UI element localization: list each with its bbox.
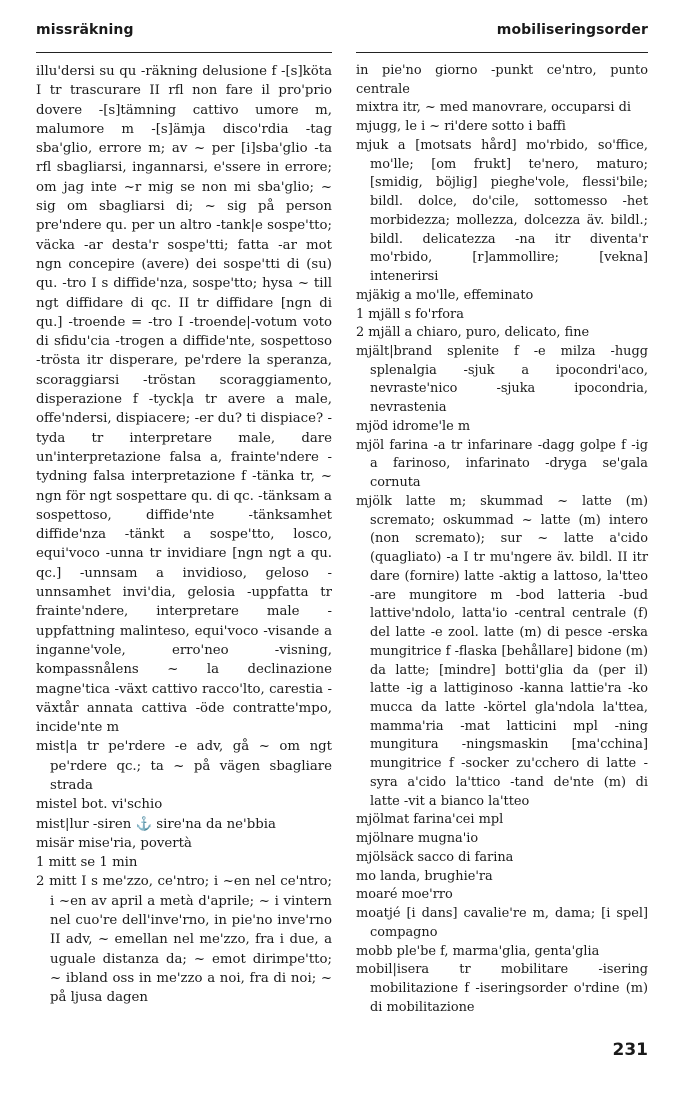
entry-mjolmat: mjölmat farina'cei mpl <box>356 812 504 828</box>
entry-mjall-1: 1 mjäll s fo'rfora <box>356 306 464 322</box>
entry-mjol: mjöl farina -a tr infarinare -dagg golpe f -ig a farinoso, infarinato -dryga se'gala cornuta <box>356 437 648 491</box>
entry-mjolnare: mjölnare mugna'io <box>356 831 479 847</box>
entry-mjolk: mjölk latte m; skummad ~ latte (m) scremato; oskummad ~ latte (m) intero (non scremato); sur ~ latte a'cido (quagliato) -a I tr mu'ngere äv. bildl. II itr dare (fornire) latte -aktig a lattoso, la'tteo -are mungitore m -bod latteria -bud lattive'ndolo, latta'io -central centrale (f) del latte -e zool. latte (m) di pesce -erska mungitrice f -flaska [behållare] bidone (m) da latte; [mindre] botti'glia da (per il) latte -ig a lattiginoso -kanna lattie'ra -ko mucca da latte -körtel gla'ndola la'ttea, mamma'ria -mat latticini mpl -ning mungitura -ningsmaskin [ma'cchina] mungitrice f -socker zu'cchero di latte -syra a'cido la'ttico -tand de'nte (m) di latte -vit a bianco la'tteo <box>356 493 648 809</box>
entry-mjugg: mjugg, le i ~ ri'dere sotto i baffi <box>356 119 566 135</box>
entry-mobb: mobb ple'be f, marma'glia, genta'glia <box>356 943 600 959</box>
entry-mjall-2: 2 mjäll a chiaro, puro, delicato, fine <box>356 325 590 341</box>
entry-mista: mist|a tr pe'rdere -e adv, gå ~ om ngt pe'rdere qc.; ta ~ på vägen sbagliare strada <box>36 739 332 793</box>
page-header <box>36 22 648 44</box>
left-guideword: missräkning <box>36 22 134 38</box>
entry-mo: mo landa, brughie'ra <box>356 868 493 884</box>
entry-mjakig: mjäkig a mo'lle, effeminato <box>356 287 534 303</box>
right-column <box>356 62 648 1017</box>
entry-mitt-2: 2 mitt I s me'zzo, ce'ntro; i ~en nel ce'ntro; i ~en av april a metà d'aprile; ~ i vintern nel cuo're dell'inve'rno, in pie'no inve'rno II adv, ~ emellan nel me'zzo, fra i due, a uguale distanza da; ~ emot dirimpe'tto; ~ ibland oss in me'zzo a noi, fra di noi; ~ på ljusa dagen <box>36 874 332 1006</box>
entry-mixtra: mixtra itr, ~ med manovrare, occuparsi di <box>356 100 631 116</box>
entry-moare: moaré moe'rro <box>356 887 453 903</box>
header-rule-right <box>356 52 648 53</box>
entry-mjolsack: mjölsäck sacco di farina <box>356 849 514 865</box>
entry-mjod: mjöd idrome'le m <box>356 418 471 434</box>
entry-mjuk: mjuk a [motsats hård] mo'rbido, so'ffice, mo'lle; [om frukt] te'nero, maturo; [smidig, böjlig] pieghe'vole, flessi'bile; bildl. dolce, do'cile, sottomesso -het morbidezza; mollezza, dolcezza äv. bildl.; bildl. delicatezza -na itr diventa'r mo'rbido, [r]ammollire; [vekna] intenerirsi <box>356 137 648 285</box>
entry-mitt-1: 1 mitt se 1 min <box>36 855 138 871</box>
left-column <box>36 62 332 1008</box>
right-guideword: mobiliseringsorder <box>496 22 648 38</box>
entry-continuation: in pie'no giorno -punkt ce'ntro, punto centrale <box>356 63 648 97</box>
page-number: 231 <box>612 1040 648 1060</box>
entry-continuation: illu'dersi su qu -räkning delusione f -[s]köta I tr trascurare II rfl non fare il pro'prio dovere -[s]tämning cattivo umore m, malumore m -[s]ämja disco'rdia -tag sba'glio, errore m; av ~ per [i]sba'glio -ta rfl sbagliarsi, ingannarsi, e'ssere in errore; om jag inte ~r mig se non mi sba'glio; ~ sig om sbagliarsi di; ~ sig på person pre'ndere qu. per un altro -tank|e sospe'tto; väcka -ar desta'r sospe'tti; fatta -ar mot ngn concepire (avere) dei sospe'tti di (su) qu. -tro I s diffide'nza, sospe'tto; hysa ~ till ngt diffidare di qc. II tr diffidare [ngn di qu.] -troende = -tro I -troende|-votum voto di sfidu'cia -trogen a diffide'nte, sospettoso -trösta itr disperare, pe'rdere la speranza, scoraggiarsi -tröstan scoraggiamento, disperazione f -tyck|a tr avere a male, offe'ndersi, dispiacere; -er du? ti dispiace? -tyda tr interpretare male, dare un'interpretazione falsa a, frainte'ndere -tydning falsa interpretazione f -tänka tr, ~ ngn för ngt sospettare qu. di qc. -tänksam a sospettoso, diffide'nte -tänksamhet diffide'nza -tänkt a sospe'tto, losco, equi'voco -unna tr invidiare [ngn ngt a qu. qc.] -unnsam a invidioso, geloso -unnsamhet invi'dia, gelosia -uppfatta tr frainte'ndere, interpretare male -uppfattning malinteso, equi'voco -visande a inganne'vole, erro'neo -visning, kompassnålens ~ la declinazione magne'tica -växt cattivo racco'lto, carestia -växtår annata cattiva -öde contratte'mpo, incide'nte m <box>36 64 332 736</box>
entry-mistel: mistel bot. vi'schio <box>36 797 163 813</box>
entry-moatje: moatjé [i dans] cavalie're m, dama; [i spel] compagno <box>356 906 648 940</box>
entry-mistlur: mist|lur -siren ⚓ sire'na da ne'bbia <box>36 816 276 832</box>
entry-mobilisera: mobil|isera tr mobilitare -isering mobilitazione f -iseringsorder o'rdine (m) di mobilitazione <box>356 962 648 1015</box>
entry-misar: misär mise'ria, povertà <box>36 835 192 851</box>
header-rule-left <box>36 52 332 53</box>
entry-mjaltbrand: mjält|brand splenite f -e milza -hugg splenalgia -sjuk a ipocondri'aco, nevraste'nico -sjuka ipocondria, nevrastenia <box>356 344 648 416</box>
